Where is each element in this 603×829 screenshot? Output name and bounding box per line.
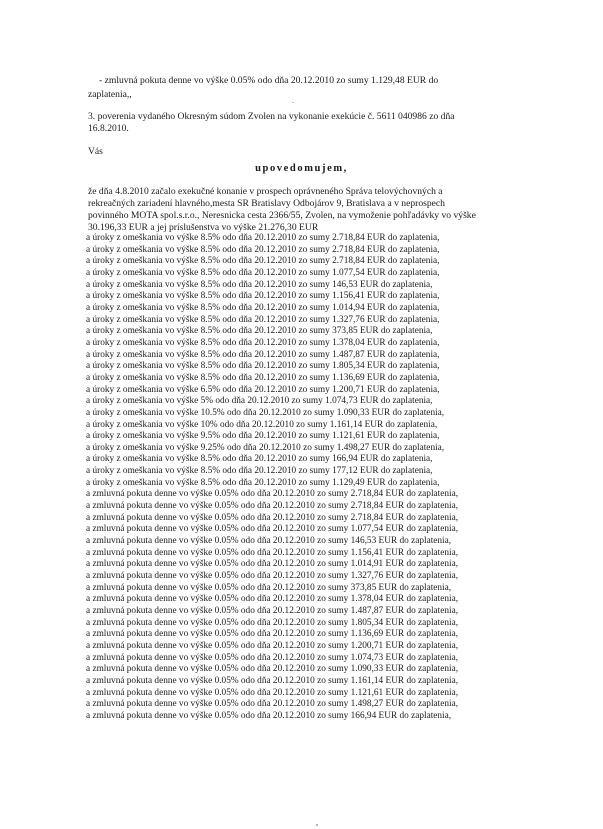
claim-line: a úroky z omeškania vo výške 10% odo dňa 20.12.2010 zo sumy 1.161,14 EUR do zaplatenia, [86,419,438,430]
claim-line: a zmluvná pokuta denne vo výške 0.05% odo dňa 20.12.2010 zo sumy 1.161,14 EUR do zaplatenia, [86,675,459,686]
claim-line: a úroky z omeškania vo výške 9.5% odo dňa 20.12.2010 zo sumy 1.121,61 EUR do zaplatenia, [86,431,440,442]
claim-line: a úroky z omeškania vo výške 8.5% odo dňa 20.12.2010 zo sumy 1.378,04 EUR do zaplatenia, [86,337,440,348]
claim-line: a úroky z omeškania vo výške 8.5% odo dňa 20.12.2010 zo sumy 1.156,41 EUR do zaplatenia, [86,291,440,302]
claim-line: a úroky z omeškania vo výške 8.5% odo dňa 20.12.2010 zo sumy 2.718,84 EUR do zaplatenia, [86,244,440,255]
claim-line: a úroky z omeškania vo výške 8.5% odo dňa 20.12.2010 zo sumy 1.487,87 EUR do zaplatenia, [86,349,440,360]
claim-line: a zmluvná pokuta denne vo výške 0.05% odo dňa 20.12.2010 zo sumy 1.014,91 EUR do zaplatenia, [86,559,459,570]
claim-line: a úroky z omeškania vo výške 8.5% odo dňa 20.12.2010 zo sumy 2.718,84 EUR do zaplatenia, [86,256,440,267]
item3-line-1: 3. poverenia vydaného Okresným súdom Zvolen na vykonanie exekúcie č. 5611 040986 zo dňa [88,111,455,122]
claim-line: a zmluvná pokuta denne vo výške 0.05% odo dňa 20.12.2010 zo sumy 1.378,04 EUR do zaplatenia, [86,594,459,605]
stray-mark: . [292,96,294,105]
claim-line: a úroky z omeškania vo výške 9.25% odo dňa 20.12.2010 zo sumy 1.498,27 EUR do zaplatenia, [86,442,445,453]
penalty-line-2: zaplatenia,, [88,89,132,100]
penalty-line-1: - zmluvná pokuta denne vo výške 0.05% odo dňa 20.12.2010 zo sumy 1.129,48 EUR do [99,75,439,86]
scan-speck [316,824,318,826]
claim-line: a zmluvná pokuta denne vo výške 0.05% odo dňa 20.12.2010 zo sumy 2.718,84 EUR do zaplatenia, [86,512,459,523]
claim-line: a zmluvná pokuta denne vo výške 0.05% odo dňa 20.12.2010 zo sumy 1.156,41 EUR do zaplatenia, [86,547,459,558]
claim-line: a úroky z omeškania vo výške 10.5% odo dňa 20.12.2010 zo sumy 1.090,33 EUR do zaplatenia, [86,407,445,418]
claim-line: a zmluvná pokuta denne vo výške 0.05% odo dňa 20.12.2010 zo sumy 2.718,84 EUR do zaplatenia, [86,489,459,500]
claim-line: a zmluvná pokuta denne vo výške 0.05% odo dňa 20.12.2010 zo sumy 1.090,33 EUR do zaplatenia, [86,664,459,675]
claim-line: a úroky z omeškania vo výške 8.5% odo dňa 20.12.2010 zo sumy 1.129,49 EUR do zaplatenia, [86,477,440,488]
claim-line: a zmluvná pokuta denne vo výške 0.05% odo dňa 20.12.2010 zo sumy 2.718,84 EUR do zaplatenia, [86,501,459,512]
claim-line: a úroky z omeškania vo výške 8.5% odo dňa 20.12.2010 zo sumy 2.718,84 EUR do zaplatenia, [86,233,440,243]
claim-line: a úroky z omeškania vo výške 8.5% odo dňa 20.12.2010 zo sumy 1.136,69 EUR do zaplatenia, [86,372,440,383]
notice-line: 30.196,33 EUR a jej príslušenstva vo výške 21.276,30 EUR [88,222,319,233]
claim-line: a úroky z omeškania vo výške 8.5% odo dňa 20.12.2010 zo sumy 373,85 EUR do zaplatenia, [86,326,433,337]
salutation: Vás [88,146,103,157]
notice-line: povinného MOTA spol.s.r.o., Neresnicka cesta 2366/55, Zvolen, na vymoženie pohľadávky vo výške [88,210,476,221]
claim-line: a úroky z omeškania vo výške 8.5% odo dňa 20.12.2010 zo sumy 1.327,76 EUR do zaplatenia, [86,314,440,325]
claim-line: a zmluvná pokuta denne vo výške 0.05% odo dňa 20.12.2010 zo sumy 1.121,61 EUR do zaplatenia, [86,687,459,698]
claim-line: a úroky z omeškania vo výške 8.5% odo dňa 20.12.2010 zo sumy 166,94 EUR do zaplatenia, [86,454,433,465]
claim-line: a zmluvná pokuta denne vo výške 0.05% odo dňa 20.12.2010 zo sumy 1.136,69 EUR do zaplatenia, [86,629,459,640]
claim-line: a zmluvná pokuta denne vo výške 0.05% odo dňa 20.12.2010 zo sumy 1.074,73 EUR do zaplatenia, [86,652,459,663]
claim-line: a úroky z omeškania vo výške 6.5% odo dňa 20.12.2010 zo sumy 1.200,71 EUR do zaplatenia, [86,384,440,395]
claim-line: a zmluvná pokuta denne vo výške 0.05% odo dňa 20.12.2010 zo sumy 373,85 EUR do zaplatenia, [86,582,452,593]
claim-line: a zmluvná pokuta denne vo výške 0.05% odo dňa 20.12.2010 zo sumy 1.327,76 EUR do zaplatenia, [86,571,459,582]
claim-line: a zmluvná pokuta denne vo výške 0.05% odo dňa 20.12.2010 zo sumy 1.487,87 EUR do zaplatenia, [86,606,459,616]
notice-line: rekreačných zariadení hlavného,mesta SR Bratislavy Odbojárov 9, Bratislava a v neprospech [88,198,445,209]
claim-line: a zmluvná pokuta denne vo výške 0.05% odo dňa 20.12.2010 zo sumy 1.805,34 EUR do zaplatenia, [86,617,459,628]
claim-line: a zmluvná pokuta denne vo výške 0.05% odo dňa 20.12.2010 zo sumy 146,53 EUR do zaplatenia, [86,536,452,547]
item3-line-2: 16.8.2010. [88,123,129,134]
claim-line: a úroky z omeškania vo výške 8.5% odo dňa 20.12.2010 zo sumy 1.077,54 EUR do zaplatenia, [86,267,440,278]
claim-line: a zmluvná pokuta denne vo výške 0.05% odo dňa 20.12.2010 zo sumy 1.498,27 EUR do zaplatenia, [86,699,459,710]
claims-list [86,233,458,723]
notice-line: že dňa 4.8.2010 začalo exekučné konanie v prospech oprávneného Správa telovýchovných a [88,186,443,197]
claim-line: a zmluvná pokuta denne vo výške 0.05% odo dňa 20.12.2010 zo sumy 1.200,71 EUR do zaplatenia, [86,640,459,651]
claim-line: a zmluvná pokuta denne vo výške 0.05% odo dňa 20.12.2010 zo sumy 1.077,54 EUR do zaplatenia, [86,524,459,535]
claim-line: a úroky z omeškania vo výške 5% odo dňa 20.12.2010 zo sumy 1.074,73 EUR do zaplatenia, [86,396,433,407]
heading: upovedomujem, [255,163,348,174]
claim-line: a úroky z omeškania vo výške 8.5% odo dňa 20.12.2010 zo sumy 1.805,34 EUR do zaplatenia, [86,361,440,372]
claim-line: a úroky z omeškania vo výške 8.5% odo dňa 20.12.2010 zo sumy 1.014,94 EUR do zaplatenia, [86,302,440,313]
claim-line: a úroky z omeškania vo výške 8.5% odo dňa 20.12.2010 zo sumy 177,12 EUR do zaplatenia, [86,466,433,477]
claim-line: a zmluvná pokuta denne vo výške 0.05% odo dňa 20.12.2010 zo sumy 166,94 EUR do zaplatenia, [86,710,452,721]
claim-line: a úroky z omeškania vo výške 8.5% odo dňa 20.12.2010 zo sumy 146,53 EUR do zaplatenia, [86,279,433,290]
